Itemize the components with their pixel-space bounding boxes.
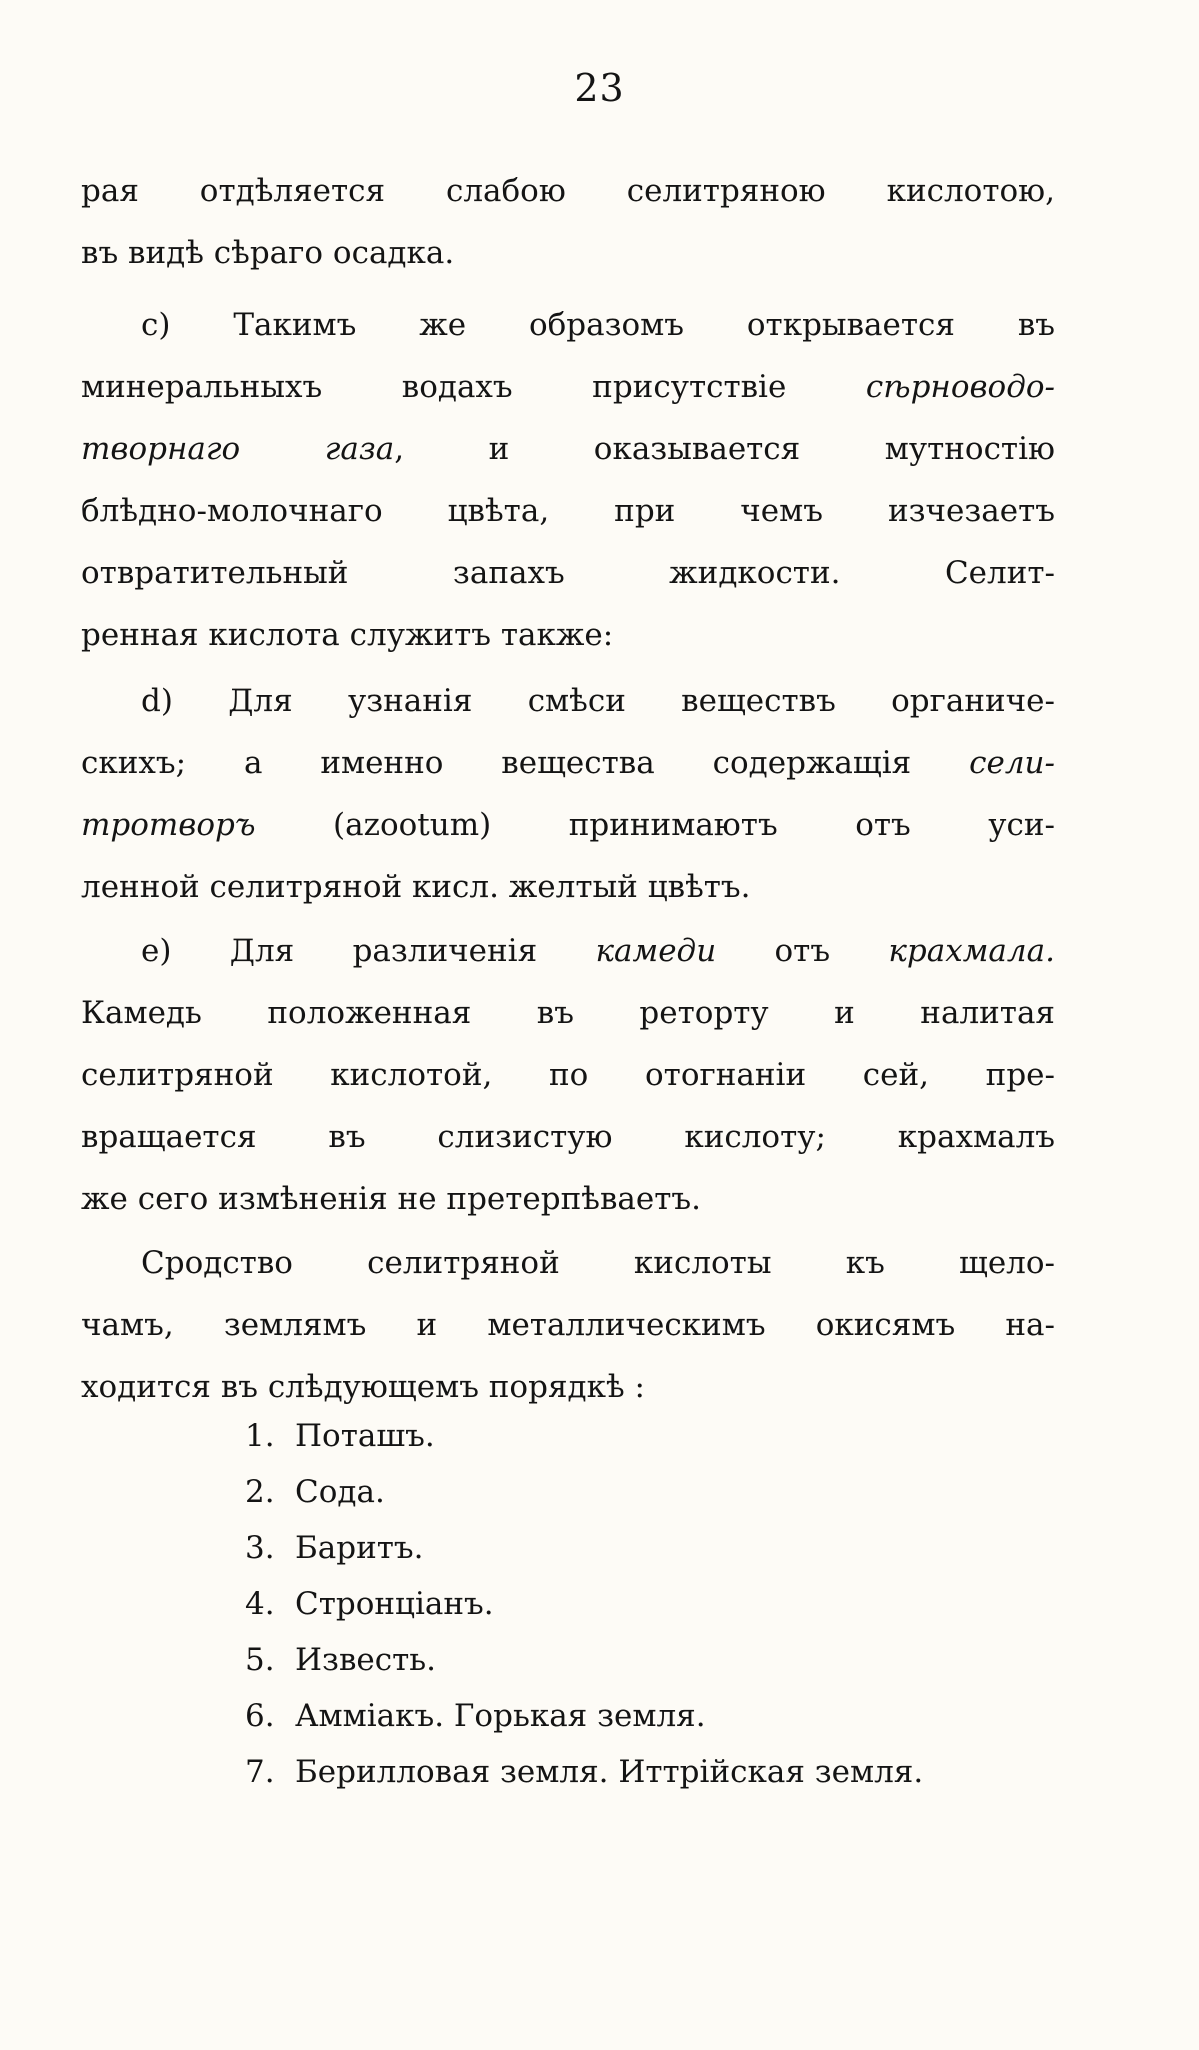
list-item xyxy=(245,1408,1065,1464)
text-line xyxy=(81,1044,1055,1106)
text-run: c) Такимъ же образомъ открывается въ xyxy=(141,307,1055,343)
text-line: рая отдѣляется слабою селитряною кислотою, xyxy=(81,173,1055,209)
list-text: Поташъ. xyxy=(295,1418,435,1454)
list-text: Берилловая земля. Иттрiйская земля. xyxy=(295,1754,924,1790)
text-line xyxy=(81,920,1055,982)
list-number: 7. xyxy=(245,1754,275,1790)
list-item xyxy=(245,1576,1065,1632)
list-number: 4. xyxy=(245,1586,275,1622)
list-text: Стронціанъ. xyxy=(295,1586,494,1622)
text-run: блѣдно-молочнаго цвѣта, при чемъ изчезаетъ xyxy=(81,493,1055,529)
text-line xyxy=(81,1294,1055,1356)
paragraph-e xyxy=(81,920,1055,1230)
list-text: Баритъ. xyxy=(295,1530,424,1566)
text-line: въ видѣ сѣраго осадка. xyxy=(81,235,455,271)
list-text: Сода. xyxy=(295,1474,385,1510)
text-run: отъ xyxy=(716,933,889,969)
list-number: 3. xyxy=(245,1530,275,1566)
text-line xyxy=(81,542,1055,604)
list-text: Аммiакъ. Горькая земля. xyxy=(295,1698,706,1734)
text-run: минеральныхъ водахъ присутствіе xyxy=(81,369,866,405)
text-line xyxy=(81,418,1055,480)
page-number: 23 xyxy=(574,66,625,110)
text-run: Камедь положенная въ реторту и налитая xyxy=(81,995,1055,1031)
list-item xyxy=(245,1688,1065,1744)
text-line xyxy=(81,294,1055,356)
italic-term: крахмала. xyxy=(888,933,1055,969)
text-line xyxy=(81,982,1055,1044)
paragraph-c xyxy=(81,294,1055,666)
list-text: Известь. xyxy=(295,1642,436,1678)
paragraph-affinity xyxy=(81,1232,1055,1418)
text-run: (azootum) принимаютъ отъ уси- xyxy=(255,807,1055,843)
list-number: 1. xyxy=(245,1418,275,1454)
text-line xyxy=(81,1168,1055,1230)
text-line xyxy=(81,1232,1055,1294)
text-line xyxy=(81,670,1055,732)
italic-term: творнаго газа xyxy=(81,431,395,467)
text-run: d) Для узнанія смѣси веществъ органиче- xyxy=(141,683,1055,719)
text-run: скихъ; а именно вещества содержащія xyxy=(81,745,970,781)
text-run: e) Для различенія xyxy=(141,933,596,969)
text-line xyxy=(81,356,1055,418)
text-run: селитряной кислотой, по отогнаніи сей, пре- xyxy=(81,1057,1055,1093)
text-run: же сего измѣненія не претерпѣваетъ. xyxy=(81,1181,701,1217)
affinity-list xyxy=(245,1408,1065,1800)
text-line xyxy=(81,480,1055,542)
text-run: , и оказывается мутностію xyxy=(394,431,1055,467)
text-run: Сродство селитряной кислоты къ щело- xyxy=(141,1245,1055,1281)
list-number: 5. xyxy=(245,1642,275,1678)
list-item xyxy=(245,1632,1065,1688)
list-item xyxy=(245,1744,1065,1800)
list-item xyxy=(245,1520,1065,1576)
text-run: отвратительный запахъ жидкости. Селит- xyxy=(81,555,1055,591)
text-line xyxy=(81,1106,1055,1168)
text-run: ходится въ слѣдующемъ порядкѣ : xyxy=(81,1369,645,1405)
text-run: ренная кислота служитъ также: xyxy=(81,617,614,653)
italic-term: сѣрноводо- xyxy=(865,369,1055,405)
text-run: чамъ, землямъ и металлическимъ окисямъ на- xyxy=(81,1307,1055,1343)
paragraph-d xyxy=(81,670,1055,918)
text-run: ленной селитряной кисл. желтый цвѣтъ. xyxy=(81,869,751,905)
text-line xyxy=(81,732,1055,794)
text-line xyxy=(81,856,1055,918)
italic-term: сели- xyxy=(969,745,1055,781)
text-line xyxy=(81,794,1055,856)
list-number: 6. xyxy=(245,1698,275,1734)
italic-term: камеди xyxy=(595,933,717,969)
text-line xyxy=(81,604,1055,666)
italic-term: тротворъ xyxy=(81,807,256,843)
paragraph-continuation xyxy=(81,160,1055,284)
list-number: 2. xyxy=(245,1474,275,1510)
list-item xyxy=(245,1464,1065,1520)
text-run: вращается въ слизистую кислоту; крахмалъ xyxy=(81,1119,1055,1155)
